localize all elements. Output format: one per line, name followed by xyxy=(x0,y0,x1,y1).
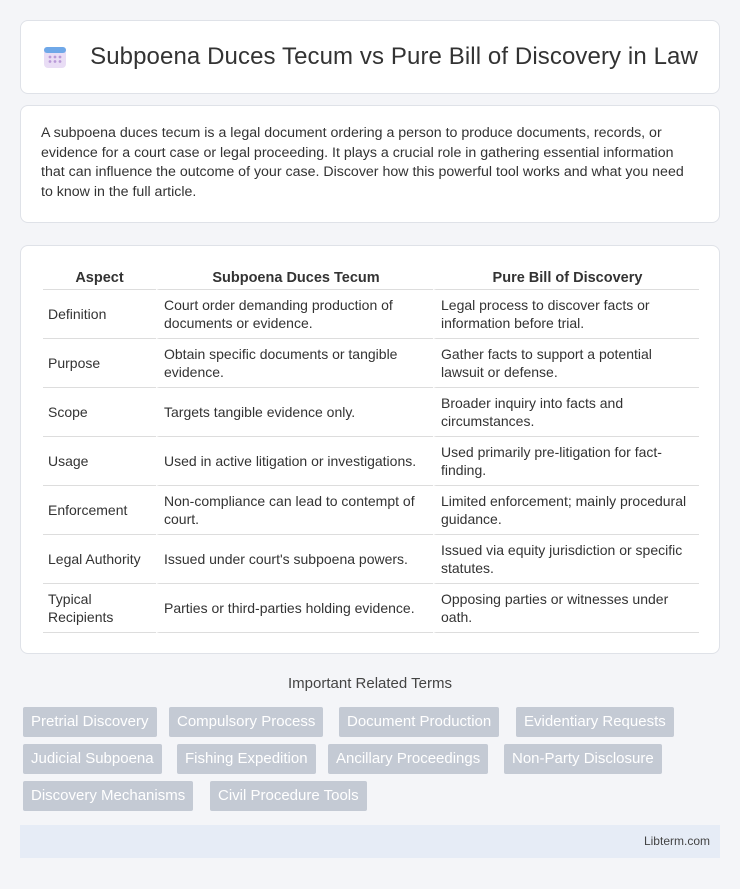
row-pure-bill: Legal process to discover facts or information before trial. xyxy=(433,290,699,339)
calendar-icon xyxy=(42,44,68,70)
row-subpoena: Obtain specific documents or tangible evidence. xyxy=(156,339,433,388)
tag-compulsory-process[interactable]: Compulsory Process xyxy=(169,707,323,737)
table-row xyxy=(43,437,699,486)
intro-text: A subpoena duces tecum is a legal document ordering a person to produce documents, records, or evidence for a court case or legal proceeding. It plays a crucial role in gathering essential information that can influence the outcome of your case. Discover how this powerful tool works and what you need to know in the full article. xyxy=(41,125,684,200)
related-terms-title: Important Related Terms xyxy=(288,675,452,692)
tag-judicial-subpoena[interactable]: Judicial Subpoena xyxy=(23,744,162,774)
table-row xyxy=(43,388,699,437)
row-subpoena: Court order demanding production of documents or evidence. xyxy=(156,290,433,339)
row-subpoena: Issued under court's subpoena powers. xyxy=(156,535,433,584)
row-aspect: Definition xyxy=(43,290,156,339)
header-aspect: Aspect xyxy=(43,264,156,290)
tag-non-party-disclosure[interactable]: Non-Party Disclosure xyxy=(504,744,662,774)
row-pure-bill: Issued via equity jurisdiction or specific statutes. xyxy=(433,535,699,584)
row-aspect: Legal Authority xyxy=(43,535,156,584)
page-title: Subpoena Duces Tecum vs Pure Bill of Discovery in Law xyxy=(90,43,698,70)
table-row xyxy=(43,339,699,388)
row-aspect: Usage xyxy=(43,437,156,486)
tag-discovery-mechanisms[interactable]: Discovery Mechanisms xyxy=(23,781,193,811)
tag-evidentiary-requests[interactable]: Evidentiary Requests xyxy=(516,707,674,737)
header-pure-bill: Pure Bill of Discovery xyxy=(433,264,699,290)
comparison-table xyxy=(43,264,699,633)
row-subpoena: Used in active litigation or investigations. xyxy=(156,437,433,486)
tag-civil-procedure-tools[interactable]: Civil Procedure Tools xyxy=(210,781,367,811)
row-subpoena: Non-compliance can lead to contempt of court. xyxy=(156,486,433,535)
row-pure-bill: Used primarily pre-litigation for fact-finding. xyxy=(433,437,699,486)
row-aspect: Scope xyxy=(43,388,156,437)
header-subpoena: Subpoena Duces Tecum xyxy=(156,264,433,290)
table-row xyxy=(43,486,699,535)
footer xyxy=(20,825,720,858)
table-row xyxy=(43,290,699,339)
table-row xyxy=(43,584,699,633)
row-aspect: Purpose xyxy=(43,339,156,388)
table-row xyxy=(43,535,699,584)
row-subpoena: Targets tangible evidence only. xyxy=(156,388,433,437)
intro-card xyxy=(20,105,720,223)
row-aspect: Typical Recipients xyxy=(43,584,156,633)
row-pure-bill: Gather facts to support a potential lawsuit or defense. xyxy=(433,339,699,388)
table-header-row xyxy=(43,264,699,290)
tag-document-production[interactable]: Document Production xyxy=(339,707,499,737)
comparison-card xyxy=(20,245,720,654)
row-pure-bill: Opposing parties or witnesses under oath. xyxy=(433,584,699,633)
footer-site-link[interactable]: Libterm.com xyxy=(643,834,710,848)
row-pure-bill: Limited enforcement; mainly procedural guidance. xyxy=(433,486,699,535)
row-subpoena: Parties or third-parties holding evidence. xyxy=(156,584,433,633)
tag-pretrial-discovery[interactable]: Pretrial Discovery xyxy=(23,707,157,737)
row-pure-bill: Broader inquiry into facts and circumstances. xyxy=(433,388,699,437)
row-aspect: Enforcement xyxy=(43,486,156,535)
tag-fishing-expedition[interactable]: Fishing Expedition xyxy=(177,744,316,774)
header-card xyxy=(20,20,720,94)
tag-ancillary-proceedings[interactable]: Ancillary Proceedings xyxy=(328,744,488,774)
